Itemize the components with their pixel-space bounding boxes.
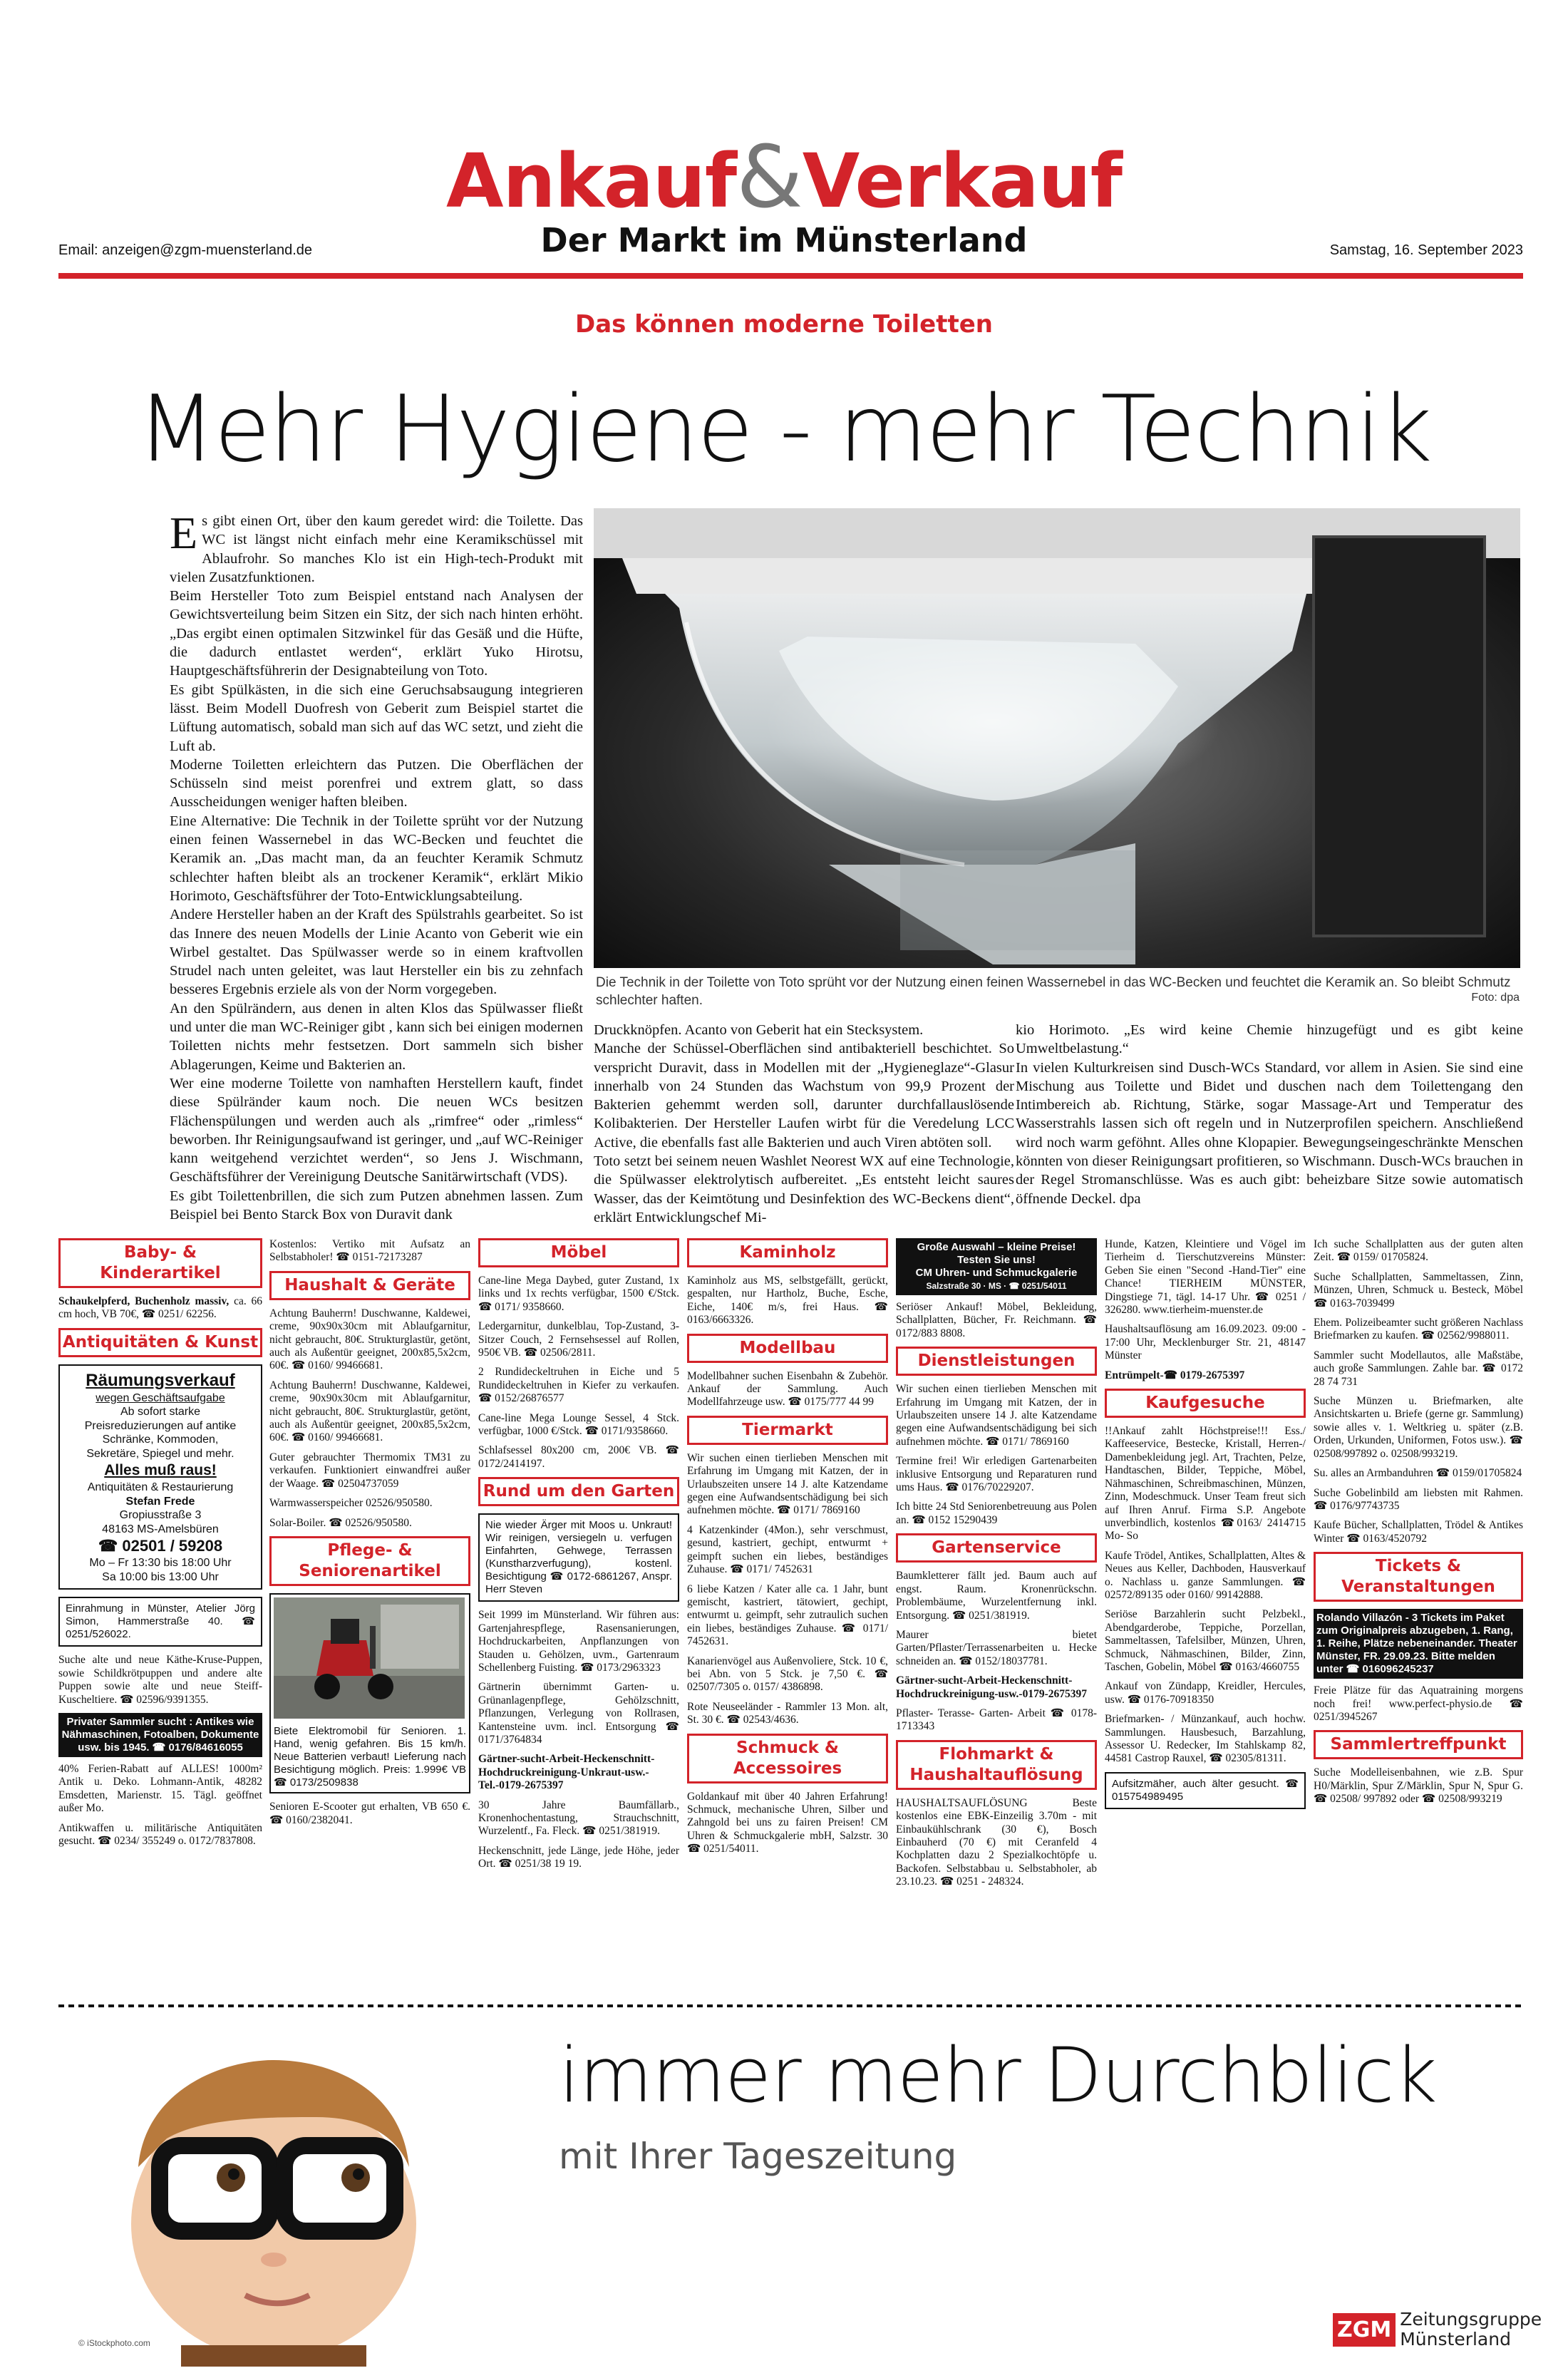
classified-ad: Achtung Bauherrn! Duschwanne, Kaldewei, creme, 90x90x30cm mit Ablaufgarnitur, nicht gebraucht, 80€. Strukturglastür, getönt, auch als Außentür geeignet, 200x85,5x2cm, 60€. ☎ 0160/ 99466681. — [269, 1307, 470, 1372]
classifieds-column-7 — [1314, 1238, 1523, 1813]
article-paragraph: Es gibt Toilettenbrillen, die sich zum Putzen abnehmen lassen. Zum Beispiel bei Bento Starck Box von Duravit dank — [170, 1188, 583, 1223]
classified-ad: Cane-line Mega Lounge Sessel, 4 Stck. verfügbar, 1000 €/Stck. ☎ 0171/9358660. — [478, 1411, 679, 1438]
classified-ad: 30 Jahre Baumfällarb., Kronenhochentastung, Strauchschnitt, Wurzelentf., Fa. Fleck. ☎ 0251/381919. — [478, 1798, 679, 1838]
header-rule — [58, 273, 1523, 279]
classified-ad: Gärtner-sucht-Arbeit-Heckenschnitt-Hochdruckreinigung-usw.-0179-2675397 — [896, 1674, 1087, 1700]
classified-ad: Gärtnerin übernimmt Garten- u. Grünanlagenpflege, Gehölzschnitt, Pflanzungen, Verlegung von Rollrasen, Kantensteine uvm. incl. Entsorgung ☎ 0171/3764834 — [478, 1681, 679, 1746]
classifieds-column-6 — [1105, 1238, 1306, 1816]
article-column-1 — [170, 508, 583, 1224]
ad-image-credit: © iStockphoto.com — [78, 2338, 150, 2348]
classified-ad: Sammler sucht Modellautos, alle Maßstäbe, auch große Sammlungen. Zahle bar. ☎ 0172 28 74 731 — [1314, 1349, 1523, 1388]
display-ad-raeumung: Räumungsverkauf wegen Geschäftsaufgabe Ab sofort starke Preisreduzierungen auf antike Schränke, Kommoden, Sekretäre, Spiegel und mehr. Alles muß raus! Antiquitäten & Restaurierung Stefan Frede Gropiusstraße 3 48163 MS-Amelsbüren ☎ 02501 / 59208 Mo – Fr 13:30 bis 18:00 Uhr Sa 10:00 bis 13:00 Uhr — [58, 1364, 262, 1590]
rubric-gardenservice: Gartenservice — [896, 1533, 1097, 1563]
classified-ad: Hunde, Katzen, Kleintiere und Vögel im Tierheim d. Tierschutzvereins Münster: Geben Sie einen "Second -Hand-Tier" eine Chance! TIERHEIM MÜNSTER, Dingstiege 71, tägl. 14-17 Uhr. ☎ 0251 / 326280. www.tierheim-muenster.de — [1105, 1238, 1306, 1317]
rubric-services: Dienstleistungen — [896, 1347, 1097, 1376]
rubric-baby: Baby- & Kinderartikel — [58, 1238, 262, 1288]
classified-ad: 2 Rundideckeltruhen in Eiche und 5 Rundideckeltruhen in Kiefer zu verkaufen. ☎ 0152/26876577 — [478, 1366, 679, 1405]
classified-ad: Ankauf von Zündapp, Kreidler, Hercules, usw. ☎ 0176-70918350 — [1105, 1680, 1306, 1706]
display-ad-cm-uhren: Große Auswahl – kleine Preise! Testen Sie uns! CM Uhren- und Schmuckgalerie Salzstraße 30 · MS · ☎ 0251/54011 — [896, 1238, 1097, 1295]
classified-highlight: Rolando Villazón - 3 Tickets im Paket zum Originalpreis abzugeben, 1. Rang, 1. Reihe, Plätze nebeneinander. Theater Münster, FR. 29.09.23. Bitte melden unter ☎ 016096245237 — [1314, 1609, 1523, 1679]
classified-ad: Ledergarnitur, dunkelblau, Top-Zustand, 3-Sitzer Couch, 2 Fernsehsessel auf Rollen, 950€ VB. ☎ 02506/2811. — [478, 1320, 679, 1359]
ad-headline: immer mehr Durchblick — [559, 2032, 1437, 2119]
article-column-3 — [1016, 1021, 1523, 1208]
article-paragraph: Es gibt Spülkästen, in die sich eine Geruchsabsaugung integrieren lässt. Beim Modell Duofresh von Geberit zum Beispiel startet die Lüftung automatisch, sobald man sich auf das WC setzt, und zieht die Luft ab. — [170, 681, 583, 754]
display-ad-mobility: Biete Elektromobil für Senioren. 1. Hand, wenig gefahren. Bis 15 km/h. Neue Batterien verbaut! Lieferung nach Besichtigung möglich. Preis: 1.999€ VB ☎ 0173/2509838 — [269, 1593, 470, 1793]
scooter-photo — [274, 1597, 465, 1719]
ad-kid-photo — [60, 2010, 523, 2367]
classified-ad: 6 liebe Katzen / Kater alle ca. 1 Jahr, bunt gemischt, kastriert, tätowiert, gechipt, entwurmt u. geimpft, sehr zutraulich suchen ein liebes, beständiges Zuhause. ☎ 0171/ 7452631. — [687, 1582, 888, 1648]
classified-ad: Warmwasserspeicher 02526/950580. — [269, 1497, 433, 1510]
issue-date: Samstag, 16. September 2023 — [1329, 242, 1523, 258]
classified-ad: Briefmarken- / Münzankauf, auch hochw. Sammlungen. Hausbesuch, Barzahlung, Assessor U. Redecker, Im Stahlskamp 82, 44581 Castrop Rauxel, ☎ 02305/81311. — [1105, 1713, 1306, 1765]
classified-ad: Schlafsessel 80x200 cm, 200€ VB. ☎ 0172/2414197. — [478, 1444, 679, 1470]
classified-ad: Seit 1999 im Münsterland. Wir führen aus: Gartenjahrespflege, Rasensanierungen, Hochdruckarbeiten, Anpflanzungen von Stauden u. Gehölzen, uvm., Gartenraum Schellenberg Fuisting. ☎ 0173/2963323 — [478, 1609, 679, 1674]
classified-ad: Su. alles an Armbanduhren ☎ 0159/01705824 — [1314, 1467, 1522, 1480]
classified-ad: Wir suchen einen tierlieben Menschen mit Erfahrung im Umgang mit Katzen, der in Urlaubszeiten unsere 14 J. alte Katzendame gegen eine Aufwandsentschädigung bei sich aufnehmen möchte. ☎ 0171/ 7869160 — [896, 1383, 1097, 1448]
classified-ad: Suche Schallplatten, Sammeltassen, Zinn, Münzen, Uhren, Schmuck u. Besteck, Möbel ☎ 0163-7039499 — [1314, 1270, 1523, 1309]
toilet-photo — [594, 508, 1520, 968]
article-kicker: Das können moderne Toiletten — [574, 310, 994, 339]
ad-subline: mit Ihrer Tageszeitung — [559, 2136, 957, 2177]
zgm-logo-mark: ZGM — [1333, 2313, 1396, 2347]
section-divider — [58, 2004, 1523, 2007]
rubric-firewood: Kaminholz — [687, 1238, 888, 1267]
classified-ad: Ehem. Polizeibeamter sucht größeren Nachlass Briefmarken zu kaufen. ☎ 02562/9988011. — [1314, 1317, 1523, 1342]
rubric-antiques: Antiquitäten & Kunst — [58, 1328, 262, 1357]
zgm-logo — [1333, 2310, 1542, 2349]
article-paragraph: Andere Hersteller haben an der Kraft des Spülstrahls gearbeitet. So ist das Innere des neuen Modells der Linie Acanto von Geberit wie ein Wirbel gestaltet. Das Spülwasser werde so in einem kraftvollen Strudel nach unten geleitet, was laut Hersteller ein bis zu zehnfach besseres Ergebnis erziele als von der Norm vorgegeben. — [170, 907, 583, 998]
classified-ad: Antikwaffen u. militärische Antiquitäten gesucht. ☎ 0234/ 355249 o. 0172/7837808. — [58, 1821, 262, 1847]
photo-credit: Foto: dpa — [1471, 992, 1520, 1004]
rubric-furniture: Möbel — [478, 1238, 679, 1267]
rubric-tickets: Tickets & Veranstaltungen — [1314, 1552, 1523, 1602]
photo-caption: Die Technik in der Toilette von Toto sprüht vor der Nutzung einen feinen Wassernebel in das WC-Becken und feuchtet die Keramik an. So bleibt Schmutz schlechter haften. — [596, 975, 1511, 1008]
article-paragraph: s gibt einen Ort, über den kaum geredet wird: die Toilette. Das WC ist längst nicht einfach mehr eine Keramikschüssel mit Ablaufrohr. So manches Klo ist ein High-tech-Produkt mit vielen Zusatzfunktionen. — [170, 513, 583, 585]
classified-ad: Rote Neuseeländer - Rammler 13 Mon. alt, St. 30 €. ☎ 02543/4636. — [687, 1700, 888, 1726]
article-paragraph: Wer eine moderne Toilette von namhaften Herstellern kauft, findet diese Spülränder kaum noch. Die neuen WCs besitzen Flächenspülungen und werden auch als „rimfree“ oder „rimless“ beworben. Ihr Reinigungsaufwand ist geringer, und „auf WC-Reiniger kann weitgehend verzichtet werden“, so Jens J. Wischmann, Geschäftsführer der Vereinigung Deutsche Sanitärwirtschaft (VDS). — [170, 1075, 583, 1185]
article-paragraph: Eine Alternative: Die Technik in der Toilette sprüht vor der Nutzung einen feinen Wassernebel in das WC-Becken und feuchtet die Keramik an. „Das macht man, da an feuchter Keramik Schmutz schlechter haften bleibt als an trockener Keramik“, erklärt Mikio Horimoto, Geschäftsführer der Toto-Entwicklungsabteilung. — [170, 813, 583, 904]
classified-ad: !!Ankauf zahlt Höchstpreise!!! Ess./ Kaffeeservice, Bestecke, Kristall, Herren-/ Damenbekleidung jegl. Art, Trachten, Pelze, Handtaschen, Bilder, Teppiche, Möbel, Nähmaschinen, Schreibmaschinen, Münzen, Zinn, Modeschmuck. Unser Team freut sich auf Ihren Anruf. Firma S.P. Angebote unverbindlich, kostenlos ☎0163/ 2414715 Mo- So — [1105, 1425, 1306, 1543]
article-paragraph: Manche der Schüssel-Oberflächen sind antibakteriell beschichtet. So verspricht Duravit, dass in Modellen mit der „Hygieneglaze“-Glasur innerhalb von 24 Stunden das Wachstum von 99,9 Prozent der Bakterien gehemmt werden soll, darunter durchfallauslösende Kolibakterien. Der Hersteller Laufen wirbt für die Veredelung LCC Active, die ebenfalls fast alle Bakterien und auch Viren abtöten soll. — [594, 1041, 1014, 1151]
article-paragraph: Toto setzt bei seinem neuen Washlet Neorest WX auf eine Technologie, die Spülwasser elektrolytisch aufbereitet. „Es entsteht leicht saures Wasser, das der Keimtötung und Desinfektion des WC-Beckens dient“, erklärt Entwicklungschef Mi- — [594, 1153, 1014, 1225]
classified-ad: Achtung Bauherrn! Duschwanne, Kaldewei, creme, 90x90x30cm mit Ablaufgarnitur, nicht gebraucht, 80€. Strukturglastür, getönt, auch als Außentür geeignet, 200x85,5x2cm, 60€. ☎ 0160/ 99466681. — [269, 1379, 470, 1444]
drop-cap: E — [170, 508, 198, 558]
toilet-illustration — [594, 508, 1520, 968]
article-paragraph: In vielen Kulturkreisen sind Dusch-WCs Standard, vor allem in Asien. Sie sind eine Mischung aus Toilette und Bidet und duschen nach dem Toilettengang den Intimbereich ab. Richtung, Stärke, sogar Massage-Art und Temperatur des Wasserstrahls lassen sich oft regeln und in Nutzerprofilen speichern. Anschließend wird noch warm geföhnt. Alles ohne Klopapier. Bewegungseingeschränkte Menschen könnten von dieser Reinigungsart profitieren, so Wischmann. Dusch-WCs brauchen in der Regel Stromanschlüsse. Was es auch gibt: beheizbare Sitze sowie automatisch öffnende Deckel. dpa — [1016, 1059, 1523, 1207]
logo-ampersand: & — [736, 128, 803, 227]
classified-ad: Kaufe Bücher, Schallplatten, Trödel & Antikes Winter ☎ 0163/4520792 — [1314, 1519, 1523, 1545]
classified-ad: 40% Ferien-Rabatt auf ALLES! 1000m² Antik u. Deko. Lohmann-Antik, 48282 Emsdetten, Marienstr. 15. Tägl. geöffnet außer Mo. — [58, 1762, 262, 1815]
classified-ad: Guter gebrauchter Thermomix TM31 zu verkaufen. Funktioniert einwandfrei außer der Waage. ☎ 02504737059 — [269, 1451, 470, 1490]
classified-ad: Wir suchen einen tierlieben Menschen mit Erfahrung im Umgang mit Katzen, der in Urlaubszeiten unsere 14 J. alte Katzendame gegen eine Aufwandsentschädigung bei sich aufnehmen möchte. ☎ 0171/ 7869160 — [687, 1451, 888, 1517]
classified-ad: Suche Gobelinbild am liebsten mit Rahmen. ☎ 0176/97743735 — [1314, 1486, 1523, 1512]
classified-ad: Haushaltsauflösung am 16.09.2023. 09:00 - 17:00 Uhr, Mecklenburger Str. 21, 48147 Münster — [1105, 1323, 1306, 1362]
logo-left: Ankauf — [446, 138, 737, 225]
classified-ad: Modellbahner suchen Eisenbahn & Zubehör. Ankauf der Sammlung. Auch Modellfahrzeuge usw. ☎ 0175/777 44 99 — [687, 1369, 888, 1409]
rubric-household: Haushalt & Geräte — [269, 1271, 470, 1300]
classified-ad: Suche Modelleisenbahnen, wie z.B. Spur H0/Märklin, Spur Z/Märklin, Spur N, Spur G. ☎ 02508/ 997892 oder ☎ 02508/993219 — [1314, 1766, 1523, 1806]
rubric-collectors: Sammlertreffpunkt — [1314, 1730, 1523, 1759]
article-paragraph: Moderne Toiletten erleichtern das Putzen. Die Oberflächen der Schüsseln sind meist porenfrei und extrem glatt, so dass Ausscheidungen weniger haften bleiben. — [170, 756, 583, 810]
classified-ad: Suche alte und neue Käthe-Kruse-Puppen, sowie Schildkrötpuppen und andere alte Puppen sowie alte und neue Steiff-Kuscheltiere. ☎ 02596/9391355. — [58, 1654, 262, 1706]
rubric-fleamarket: Flohmarkt & Haushaltauflösung — [896, 1740, 1097, 1790]
classified-ad: Einrahmung in Münster, Atelier Jörg Simon, Hammerstraße 40. ☎ 0251/526022. — [58, 1597, 262, 1647]
article-headline: Mehr Hygiene - mehr Technik — [137, 376, 1431, 483]
rubric-wanted: Kaufgesuche — [1105, 1389, 1306, 1418]
classifieds-column-1 — [58, 1238, 262, 1854]
rubric-care: Pflege- & Seniorenartikel — [269, 1536, 470, 1586]
masthead-logo — [0, 128, 1568, 227]
classifieds-column-4 — [687, 1238, 888, 1863]
classified-ad: Nie wieder Ärger mit Moos u. Unkraut! Wir reinigen, versiegeln u. verfugen Einfahrten, Gehwege, Terrassen (Kunstharzverfugung), kostenl. Besichtigung ☎ 0172-6861267, Anspr. Herr Steven — [478, 1513, 679, 1602]
logo-right: Verkauf — [802, 138, 1122, 225]
classified-ad: Aufsitzmäher, auch älter gesucht. ☎ 015754989495 — [1105, 1772, 1306, 1809]
classified-ad: Cane-line Mega Daybed, guter Zustand, 1x links und 1x rechts verfügbar, 1500 €/Stck. ☎ 0171/ 9358660. — [478, 1275, 679, 1313]
classified-ad: Schaukelpferd, Buchenholz massiv, ca. 66 cm hoch, VB 70€, ☎ 0251/ 62256. — [58, 1295, 263, 1321]
article-paragraph: Beim Hersteller Toto zum Beispiel entstand nach Analysen der Gewichtsverteilung beim Sitzen ein Sitz, der sich nach hinten erhöht. „Das ergibt einen optimalen Sitzwinkel für das Gesäß und die Hüfte, die dadurch entlastet werden“, erklärt Yuko Hirotsu, Hauptgeschäftsführerin der Designabteilung von Toto. — [170, 588, 583, 679]
classified-ad: Freie Plätze für das Aquatraining morgens noch frei! www.perfect-physio.de ☎ 0251/3945267 — [1314, 1684, 1523, 1723]
classified-ad: Pflaster- Terasse- Garten- Arbeit ☎ 0178-1713343 — [896, 1707, 1097, 1733]
classified-ad: Gärtner-sucht-Arbeit-Heckenschnitt-Hochdruckreinigung-Unkraut-usw.-Tel.-0179-2675397 — [478, 1753, 655, 1792]
classified-ad: Termine frei! Wir erledigen Gartenarbeiten inklusive Entsorgung und Reparaturen rund ums Haus. ☎ 0176/70229207. — [896, 1455, 1097, 1494]
article-paragraph: Druckknöpfen. Acanto von Geberit hat ein Stecksystem. — [594, 1022, 924, 1038]
rubric-pets: Tiermarkt — [687, 1416, 888, 1445]
masthead-subtitle: Der Markt im Münsterland — [540, 221, 1028, 259]
article-paragraph: An den Spülrändern, aus denen in alten Klos das Spülwasser fließt und unter die man WC-Reiniger gibt , kann sich bei einigen modernen Toiletten nichts mehr festsetzen. Dort sammeln sich bisher Ablagerungen, Keime und Bakterien an. — [170, 1000, 583, 1073]
contact-email[interactable]: Email: anzeigen@zgm-muensterland.de — [58, 242, 313, 258]
classified-ad: Goldankauf mit über 40 Jahren Erfahrung! Schmuck, mechanische Uhren, Silber und Zahngold bei uns zu fairen Preisen! CM Uhren & Schmuckgalerie mbH, Salzstr. 30 ☎ 0251/54011. — [687, 1790, 888, 1855]
classified-ad: Kaminholz aus MS, selbstgefällt, gerückt, gespalten, nur Hartholz, Buche, Esche, Eiche, 140€ m/s, frei Haus. ☎ 0163/6663326. — [687, 1275, 888, 1327]
classifieds-column-3 — [478, 1238, 679, 1878]
rubric-garden: Rund um den Garten — [478, 1477, 679, 1506]
rubric-modelmaking: Modellbau — [687, 1334, 888, 1363]
classified-ad: 4 Katzenkinder (4Mon.), sehr verschmust, gesund, kastriert, gechipt, entwurmt + geimpft suchen ein liebes, beständiges Zuhause. ☎ 0171/ 7452631 — [687, 1523, 888, 1576]
classified-ad: Solar-Boiler. ☎ 02526/950580. — [269, 1516, 412, 1529]
classified-ad: Kanarienvögel aus Außenvoliere, Stck. 10 €, bei Abn. von 5 Stck. je 7,50 €. ☎ 02507/7305 o. 0157/ 4386898. — [687, 1654, 888, 1694]
article-column-2 — [594, 1021, 1014, 1227]
zgm-logo-text: Zeitungsgruppe Münsterland — [1400, 2309, 1542, 2349]
classifieds-column-2 — [269, 1238, 470, 1833]
classifieds-column-5 — [896, 1238, 1097, 1895]
classified-highlight: Privater Sammler sucht : Antikes wie Nähmaschinen, Fotoalben, Dokumente usw. bis 1945. ☎ 0176/84616055 — [58, 1713, 262, 1757]
classified-ad: Seriöse Barzahlerin sucht Pelzbekl., Abendgarderobe, Teppiche, Porzellan, Sammeltassen, Tafelsilber, Münzen, Uhren, Schmuck, Nähmaschinen, Bilder, Zinn, Taschen, Gobelin, Möbel ☎ 0163/4660755 — [1105, 1608, 1306, 1673]
classified-ad: Kaufe Trödel, Antikes, Schallplatten, Altes & Neues aus Keller, Dachboden, Hausverkauf o. Nachlass u. ganze Sammlungen. ☎ 02572/89135 oder 0160/ 99142888. — [1105, 1549, 1306, 1601]
classified-ad: Heckenschnitt, jede Länge, jede Höhe, jeder Ort. ☎ 0251/38 19 19. — [478, 1844, 679, 1870]
classified-ad: Ich bitte 24 Std Seniorenbetreuung aus Polen an. ☎ 0152 15290439 — [896, 1501, 1097, 1526]
classified-ad: Maurer bietet Garten/Pflaster/Terrassenarbeiten u. Hecke schneiden an. ☎ 0152/18037781. — [896, 1628, 1097, 1667]
rubric-jewelry: Schmuck & Accessoires — [687, 1734, 888, 1784]
classified-ad: Kostenlos: Vertiko mit Aufsatz an Selbstabholer! ☎ 0151-72173287 — [269, 1238, 470, 1264]
classified-ad: Ich suche Schallplatten aus der guten alten Zeit. ☎ 0159/ 01705824. — [1314, 1238, 1523, 1264]
kid-with-glasses-illustration — [60, 2010, 523, 2367]
classified-ad: Entrümpelt-☎ 0179-2675397 — [1105, 1369, 1245, 1381]
article-paragraph: kio Horimoto. „Es wird keine Chemie hinzugefügt und es gibt keine Umweltbelastung.“ — [1016, 1022, 1523, 1057]
classified-ad: Seriöser Ankauf! Möbel, Bekleidung, Schallplatten, Bücher, Fr. Reichmann. ☎ 0172/883 8808. — [896, 1301, 1097, 1339]
classified-ad: Baumkletterer fällt jed. Baum auch auf engst. Raum. Kronenrückschn. Problembäume, Wurzelentfernung inkl. Entsorgung. ☎ 0251/381919. — [896, 1570, 1097, 1622]
classified-ad: Senioren E-Scooter gut erhalten, VB 650 €. ☎ 0160/2382041. — [269, 1801, 470, 1826]
classified-ad: HAUSHALTSAUFLÖSUNG Beste kostenlos eine EBK-Einzeilig 3.70m - mit Einbaukühlschrank (30 €), Bosch Einbauherd (70 €) mit Ceranfeld 4 Kochplatten dazu 2 Spezialkochtöpfe u. Backofen. Selbstabbau u. Selbstabholer, ab 23.10.23. ☎ 0251 - 248324. — [896, 1796, 1097, 1888]
classified-ad: Suche Münzen u. Briefmarken, alte Ansichtskarten u. Briefe (gerne gr. Sammlung) sowie alles v. 1. Weltkrieg u. später (z.B. Orden, Urkunden, Uniformen, Fotos usw.). ☎ 02508/997892 o. 02508/993219. — [1314, 1395, 1523, 1460]
